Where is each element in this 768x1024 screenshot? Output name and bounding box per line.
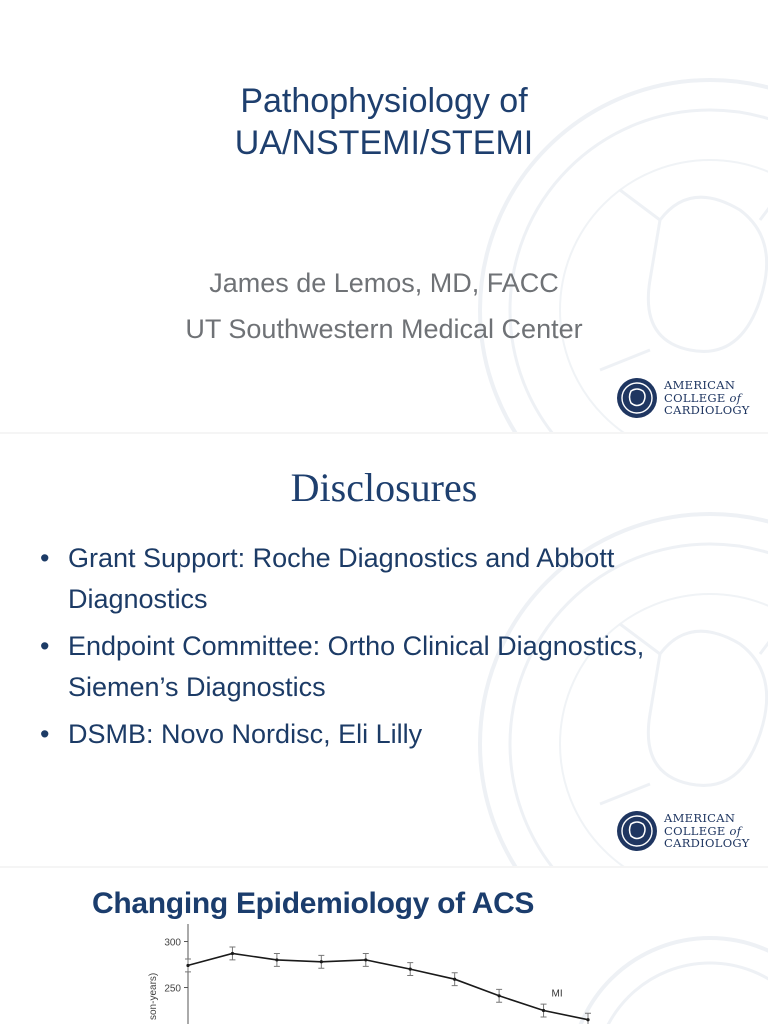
epidemiology-heading: Changing Epidemiology of ACS: [92, 887, 535, 920]
bullet-icon: •: [40, 543, 50, 573]
y-tick-label: 300: [164, 937, 181, 949]
affiliation: UT Southwestern Medical Center: [185, 314, 583, 344]
acc-seal-icon: [616, 810, 658, 852]
series-label: MI: [551, 988, 563, 1000]
bullet-icon: •: [40, 719, 50, 749]
slide-title: [0, 0, 768, 432]
y-tick-label: 250: [164, 983, 181, 995]
list-item: • DSMB: Novo Nordisc, Eli Lilly: [38, 714, 758, 755]
disclosures-list: [38, 538, 758, 761]
slide-epidemiology: [0, 868, 768, 1024]
list-item: • Grant Support: Roche Diagnostics and Abbott Diagnostics: [38, 538, 758, 620]
incidence-line-chart: [148, 924, 608, 1024]
acc-logo: [616, 377, 750, 419]
series-line: [188, 954, 588, 1020]
acc-logo-text: AMERICAN COLLEGE of CARDIOLOGY: [664, 378, 750, 418]
title-line-2: UA/NSTEMI/STEMI: [234, 124, 534, 162]
bullet-icon: •: [40, 631, 50, 661]
list-item: • Endpoint Committee: Ortho Clinical Diagnostics, Siemen’s Diagnostics: [38, 626, 758, 708]
slide-title-heading: [0, 80, 768, 164]
acc-seal-icon: [616, 377, 658, 419]
author-name: James de Lemos, MD, FACC: [209, 268, 559, 298]
slide-disclosures: [0, 434, 768, 866]
y-axis-label: son-years): [148, 972, 159, 1020]
disclosures-heading: Disclosures: [290, 465, 478, 510]
title-line-1: Pathophysiology of: [240, 82, 528, 120]
acc-logo: [616, 810, 750, 852]
acc-logo-text: AMERICAN COLLEGE of CARDIOLOGY: [664, 811, 750, 851]
